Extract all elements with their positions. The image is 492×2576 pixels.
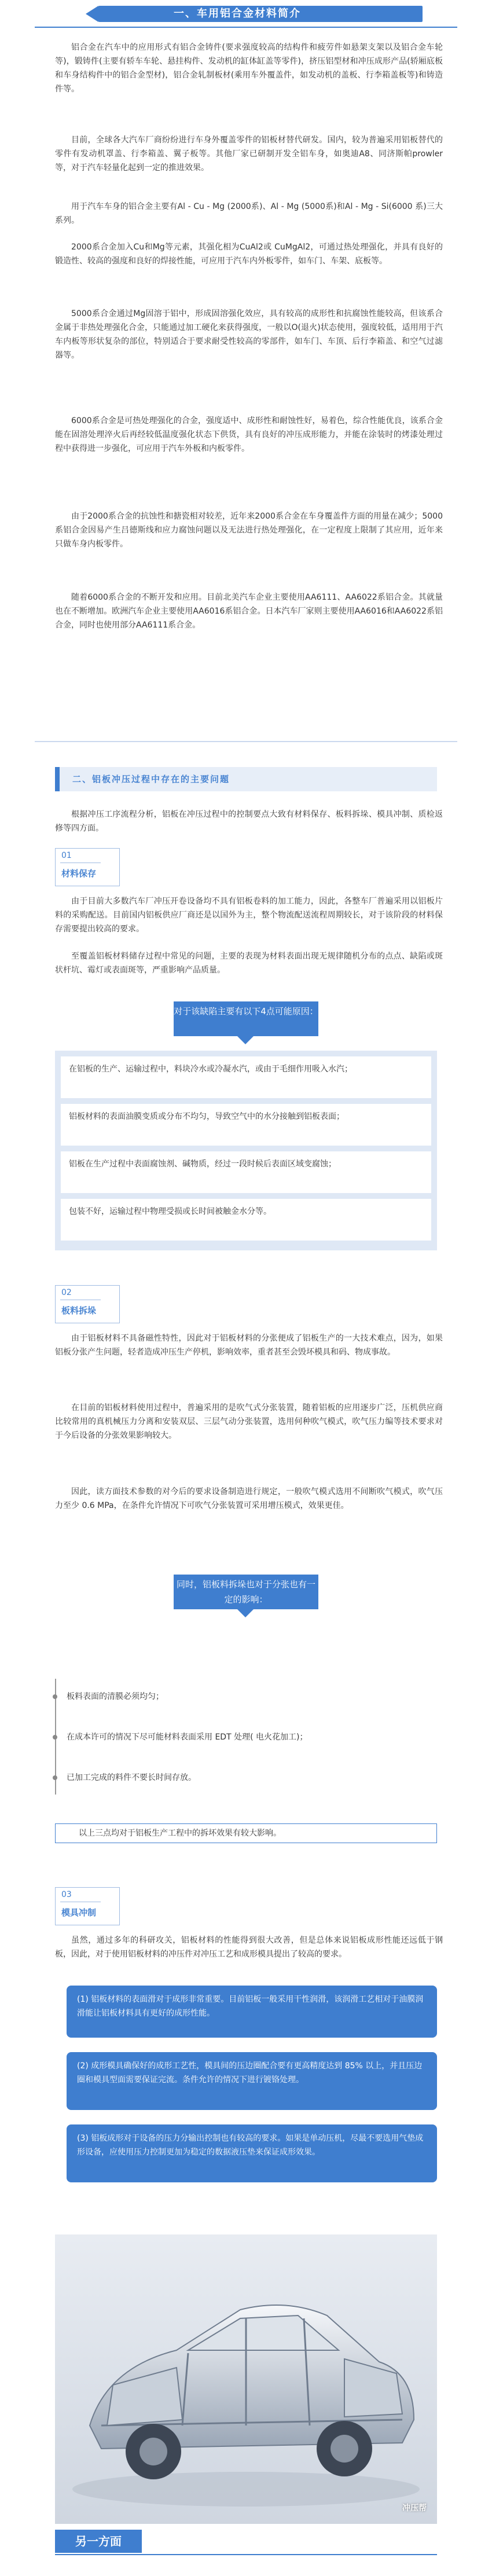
- problem-item: 包装不好，运输过程中物理受损或长时间被触金水分等。: [61, 1199, 431, 1241]
- subsection-badge-01: [55, 848, 120, 886]
- watermark: 冲压帮: [402, 2504, 427, 2513]
- section-1-rule: [35, 27, 457, 28]
- paragraph: 因此，读方面技术参数的对今后的要求设备制造进行规定，一般吹气模式选用不间断吹气模式，吹气压力至少 0.6 MPa，在条件允许情况下可吹气分张装置可采用增压模式，效果更佳。: [55, 1487, 443, 1510]
- tip-box: (3) 铝板成形对于设备的压力分输出控制也有较高的要求。如果是单动压机，尽最不要选用气垫成形设备，应使用压力控制更加为稳定的数据液压垫来保证成形效果。: [67, 2124, 437, 2182]
- section-2-title: 二、铝板冲压过程中存在的主要问题: [72, 774, 230, 784]
- subsection-badge-02: [55, 1285, 120, 1323]
- paragraph: 5000系合金通过Mg固溶于铝中，形成固溶强化效应，具有较高的成形性和抗腐蚀性能较高，但该系合金属于非热处理强化合金，只能通过加工硬化来获得强度，一般以O(退火)状态使用，强度较低，适用用于汽车内板等形状复杂的部位，特别适合于要求耐受性较高的零部件，如车门、车顶、后行李箱盖、和空气过滤器等。: [55, 309, 443, 360]
- badge-number: 03: [61, 1890, 72, 1899]
- badge-label: 模具冲制: [61, 1907, 97, 1918]
- paragraph: 在目前的铝板材料使用过程中，普遍采用的是吹气式分张装置，随着铝板的应用逐步广泛，压机供应商比较常用的真机械压力分离和安装双层、三层气动分张装置，选用何种吹气模式，吹气压力编等技术要求对于今后设备的分张效果影响较大。: [55, 1403, 443, 1440]
- paragraph: 随着6000系合金的不断开发和应用。目前北美汽车企业主要使用AA6111、AA6022系铝合金。其就量也在不断增加。欧洲汽车企业主要使用AA6016系铝合金。日本汽车厂家则主要使用AA6016和AA6022系铝合金，同时也使用部分AA6111系合金。: [55, 593, 443, 630]
- badge-label: 板料拆垛: [61, 1305, 97, 1316]
- paragraph: 铝合金在汽车中的应用形式有铝合金铸件(要求强度较高的结构件和疲劳件如悬架支架以及铝合金车轮等)，锻铸件(主要有轿车车轮、悬挂构件、发动机的缸体缸盖等零件)，挤压铝型材和冲压成形产品(轿厢底板和车身结构件中的铝合金型材)，铝合金轧制板材(乘用车外覆盖件，如发动机的盖板、行李箱盖板等)和铸造件等。: [55, 43, 443, 94]
- paragraph: 2000系合金加入Cu和Mg等元素，其强化相为CuAl2或 CuMgAl2，可通过热处理强化，并具有良好的锻造性、较高的强度和良好的焊接性能，可应用于汽车内外板零件，如车门、车架、底板等。: [55, 243, 443, 266]
- section-1-title: 一、车用铝合金材料简介: [174, 8, 301, 20]
- badge-number: 02: [61, 1288, 72, 1297]
- banner-accent: [55, 767, 60, 791]
- divider: [35, 741, 457, 742]
- badge-label: 材料保存: [61, 868, 97, 879]
- paragraph: 用于汽车车身的铝合金主要有Al - Cu - Mg (2000系)、Al - Mg (5000系)和Al - Mg - Si(6000 系)三大系列。: [55, 202, 443, 225]
- bullet-item: 板料表面的清膜必须均匀；: [67, 1690, 164, 1703]
- car-frame-illustration: [55, 2234, 437, 2524]
- tag-underline: [55, 2554, 437, 2555]
- problem-item: 铝板在生产过程中表面腐蚀剂、碱物质，经过一段时候后表面区域变腐蚀；: [61, 1151, 431, 1193]
- callout-box: 同时，铝板料拆垛也对于分张也有一定的影响：: [174, 1575, 318, 1609]
- car-body-image: [55, 2234, 437, 2524]
- paragraph: 根据冲压工序流程分析，铝板在冲压过程中的控制要点大致有材料保存、板料拆垛、模具冲制、质检返修等四方面。: [55, 810, 443, 833]
- another-aspect-tag: 另一方面: [55, 2530, 142, 2553]
- tip-box: (2) 成形模具确保好的成形工艺性，模具间的压边圈配合要有更高精度达到 85% 以上，并且压边圈和模具型面需要保证完流。条件允许的情况下进行镀铬处理。: [67, 2052, 437, 2110]
- section-1-header: [35, 0, 457, 35]
- paragraph: 虽然，通过多年的科研攻关，铝板材料的性能得到很大改善，但是总体来说铝板成形性能还远低于钢板，因此，对于使用铝板材料的冲压件对冲压工艺和成形模具提出了较高的要求。: [55, 1936, 443, 1959]
- problem-item: 在铝板的生产、运输过程中，料块冷水或冷凝水汽，或由于毛细作用吸入水汽；: [61, 1056, 431, 1098]
- note-box: 以上三点均对于铝板生产工程中的拆坏效果有较大影响。: [55, 1823, 437, 1843]
- paragraph: 由于铝板材料不具备磁性特性，因此对于铝板材料的分张便成了铝板生产的一大技术难点，因为，如果铝板分张产生问题，轻者造成冲压生产停机，影响效率，重者甚至会毁坏模具和码、物成事故。: [55, 1334, 443, 1357]
- paragraph: 由于目前大多数汽车厂冲压开卷设备均不具有铝板卷料的加工能力，因此，各整车厂普遍采用以铝板片料的采购配送。目前国内铝板供应厂商还是以国外为主，整个物流配送流程周期较长，对于该阶段的材料保存需要提出较高的要求。: [55, 897, 443, 934]
- section-2-banner: [55, 767, 437, 791]
- problem-list: [55, 1051, 437, 1250]
- callout-box: 对于该缺陷主要有以下4点可能原因：: [174, 1001, 318, 1036]
- badge-number: 01: [61, 851, 72, 860]
- tip-box: (1) 铝板材料的表面滑对于成形非常重要。目前铝板一般采用干性润滑，该润滑工艺相对于油膜润滑能让铝板材料具有更好的成形性能。: [67, 1986, 437, 2038]
- problem-item: 铝板材料的表面油膜变质或分布不均匀，导致空气中的水分接触到铝板表面；: [61, 1104, 431, 1146]
- paragraph: 目前，全球各大汽车厂商纷纷进行车身外覆盖零件的铝板材替代研发。国内，较为普遍采用铝板替代的零件有发动机罩盖、行李箱盖、翼子板等。其他厂家已研制开发全铝车身，如奥迪A8、同济斯帕prowler等，对于汽车轻量化起到一定的推进效果。: [55, 135, 443, 173]
- paragraph: 由于2000系合金的抗蚀性和搪瓷相对较差，近年来2000系合金在车身覆盖件方面的用量在减少；5000系铝合金因易产生吕德斯线和应力腐蚀问题以及无法进行热处理强化，在一定程度上限制了其应用，近年来只做车身内板零件。: [55, 512, 443, 549]
- paragraph: 至覆盖铝板材料储存过程中常见的问题，主要的表现为材料表面出现无规律随机分布的点点、缺陷或斑状杆坑、霉灯或表面斑等，严重影响产品质量。: [55, 952, 443, 975]
- bullet-item: 在成本许可的情况下尽可能材料表面采用 EDT 处理( 电火花加工)；: [67, 1731, 307, 1744]
- paragraph: 6000系合金是可热处理强化的合金，强度适中、成形性和耐蚀性好，易着色，综合性能优良，该系合金能在固溶处理淬火后再经较低温度强化状态下供货，具有良好的冲压成形能力，并能在涂装时的烤漆处理过程中获得进一步强化，可应用于汽车外板和内板零件。: [55, 416, 443, 453]
- subsection-badge-03: [55, 1887, 120, 1925]
- bullet-item: 已加工完成的料件不要长时间存放。: [67, 1771, 196, 1784]
